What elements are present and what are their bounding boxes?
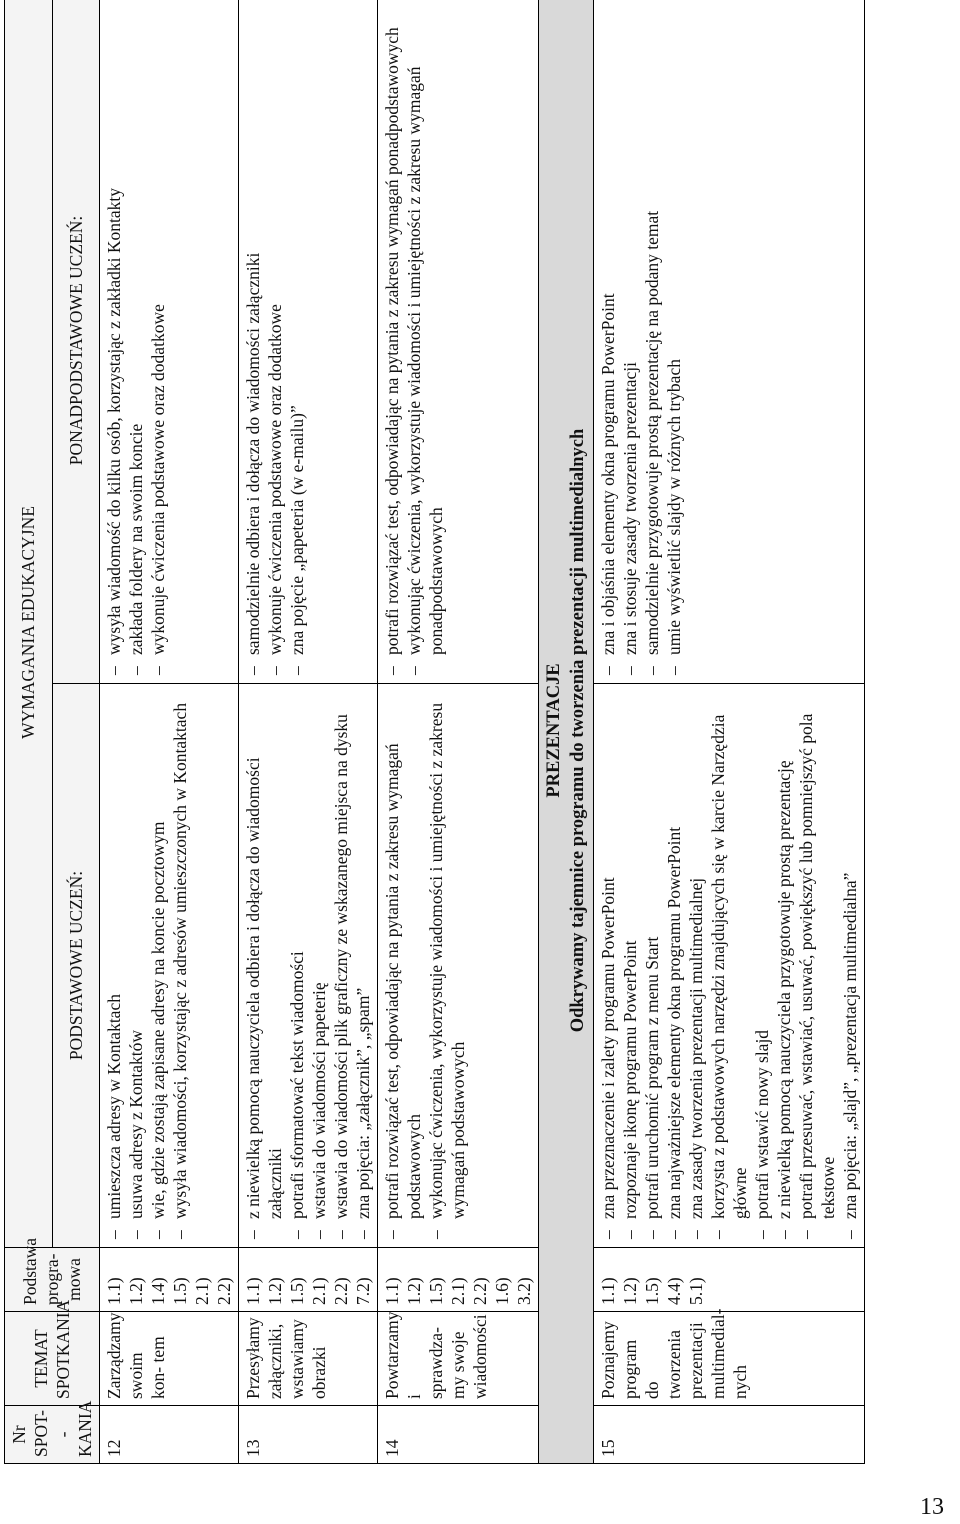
section-subtitle: Odkrywamy tajemnice programu do tworzenia prezentacji multimedialnych [568,428,588,1033]
program-ref: 1.5) [426,1277,446,1305]
program-ref: 1.2) [126,1277,146,1305]
program-ref: 2.2) [470,1277,490,1305]
program-ref: 1.6) [492,1277,512,1305]
cell-program [100,1248,239,1312]
requirement-item: – zna i objaśnia elementy okna programu PowerPoint [597,4,619,677]
program-ref: 1.1) [243,1277,263,1305]
requirement-item: – wie, gdzie zostają zapisane adresy na koncie pocztowym [147,690,169,1241]
program-ref: 1.1) [104,1277,124,1305]
requirement-item: – zna pojęcia: „załącznik”, „spam” [352,690,374,1241]
cell-topic-text: Powtarzamy i sprawdza- my swoje wiadomości [382,1311,490,1399]
table-row [378,0,539,1464]
requirement-list [597,690,861,1241]
cell-nr-text: 14 [382,1439,402,1457]
requirement-item: – wykonuje ćwiczenia podstawowe oraz dodatkowe [264,4,286,677]
requirement-item: – wysyła wiadomości, korzystając z adresów umieszczonych w Kontaktach [169,690,191,1241]
program-ref: 2.2) [214,1277,234,1305]
requirement-item: – zna pojęcia: „slajd”, „prezentacja multimedialna” [839,690,861,1241]
requirement-item: – wykonując ćwiczenia, wykorzystuje wiadomości i umiejętności z zakresu wymagań ponadpodstawowych [403,4,447,677]
requirement-item: – wysyła wiadomość do kilku osób, korzystając z zakładki Kontakty [103,4,125,677]
requirement-item: – potrafi rozwiązać test, odpowiadając na pytania z zakresu wymagań ponadpodstawowych [381,4,403,677]
requirement-item: – potrafi sformatować tekst wiadomości [286,690,308,1241]
requirement-list [103,4,169,677]
requirement-list [597,4,685,677]
program-ref: 2.2) [331,1277,351,1305]
cell-nr-text: 12 [104,1439,124,1457]
table-row [594,0,865,1464]
requirement-item: – usuwa adresy z Kontaktów [125,690,147,1241]
program-ref: 5.1) [686,1277,706,1305]
cell-program [378,1248,539,1312]
requirement-list [242,690,374,1241]
cell-program [594,1248,865,1312]
header-advanced: PONADPODSTAWOWE UCZEŃ: [52,0,100,684]
program-ref: 4.4) [664,1277,684,1305]
requirement-item: – z niewielką pomocą nauczyciela przygotowuje prostą prezentację [773,690,795,1241]
cell-basic [239,684,378,1248]
requirement-list [381,690,469,1241]
cell-nr [100,1406,239,1464]
program-ref: 3.2) [514,1277,534,1305]
header-topic: TEMAT SPOTKANIA [5,1312,100,1406]
cell-program [239,1248,378,1312]
requirement-item: – potrafi rozwiązać test, odpowiadając na pytania z zakresu wymagań podstawowych [381,690,425,1241]
cell-advanced [378,0,539,684]
cell-topic [378,1312,539,1406]
requirement-item: – samodzielnie odbiera i dołącza do wiadomości załączniki [242,4,264,677]
cell-topic [594,1308,865,1406]
program-ref: 2.1) [448,1277,468,1305]
program-ref: 1.5) [287,1277,307,1305]
cell-topic-text: Poznajemy program do tworzenia prezentacji multimedial- nych [598,1308,750,1399]
requirement-item: – zna pojęcie „papeteria (w e-mailu)” [286,4,308,677]
program-ref: 1.2) [404,1277,424,1305]
requirement-list [242,4,308,677]
requirement-item: – korzysta z podstawowych narzędzi znajdujących się w karcie Narzędzia główne [707,690,751,1241]
program-ref: 1.2) [620,1277,640,1305]
requirement-item: – z niewielką pomocą nauczyciela odbiera i dołącza do wiadomości załączniki [242,690,286,1241]
requirement-item: – zna najważniejsze elementy okna programu PowerPoint [663,690,685,1241]
page-number: 13 [920,1494,944,1520]
table-row [239,0,378,1464]
program-ref: 2.1) [192,1277,212,1305]
cell-advanced [594,0,865,684]
cell-nr-text: 13 [243,1439,263,1457]
cell-topic-text: Zarządzamy swoim kon- tem [104,1312,168,1399]
requirement-list [103,690,191,1241]
cell-nr [594,1406,865,1464]
header-requirements: WYMAGANIA EDUKACYJNE [5,0,53,1248]
cell-basic [378,684,539,1248]
section-title: PREZENTACJE [544,663,564,798]
requirement-item: – zna przeznaczenie i zalety programu PowerPoint [597,690,619,1241]
section-row [539,0,594,1464]
requirement-item: – rozpoznaje ikonę programu PowerPoint [619,690,641,1241]
program-ref: 1.5) [642,1277,662,1305]
program-ref: 2.1) [309,1277,329,1305]
cell-nr [239,1406,378,1464]
cell-topic-text: Przesyłamy załączniki, wstawiamy obrazki [243,1317,329,1399]
table-row [100,0,239,1464]
cell-basic [594,684,865,1248]
cell-topic [100,1312,239,1406]
requirement-item: – zakłada foldery na swoim koncie [125,4,147,677]
requirement-item: – potrafi uruchomić program z menu Start [641,690,663,1241]
requirement-item: – potrafi wstawić nowy slajd [751,690,773,1241]
program-ref: 1.1) [598,1277,618,1305]
requirement-item: – samodzielnie przygotowuje prostą prezentację na podany temat [641,4,663,677]
requirement-item: – zna i stosuje zasady tworzenia prezentacji [619,4,641,677]
requirement-item: – wstawia do wiadomości papeterię [308,690,330,1241]
requirement-item: – potrafi przesuwać, wstawiać, usuwać, powiększyć lub pomniejszyć pola tekstowe [795,690,839,1241]
requirement-item: – zna zasady tworzenia prezentacji multimedialnej [685,690,707,1241]
section-heading [539,0,594,1464]
requirement-item: – umieszcza adresy w Kontaktach [103,690,125,1241]
program-ref: 7.2) [353,1277,373,1305]
cell-advanced [100,0,239,684]
requirement-item: – wykonuje ćwiczenia podstawowe oraz dodatkowe [147,4,169,677]
requirements-table [4,0,865,1464]
table-body [100,0,865,1464]
program-ref: 1.5) [170,1277,190,1305]
cell-nr-text: 15 [598,1439,618,1457]
header-basic: PODSTAWOWE UCZEŃ: [52,684,100,1248]
requirement-list [381,4,447,677]
program-ref: 1.4) [148,1277,168,1305]
requirement-item: – wstawia do wiadomości plik graficzny ze wskazanego miejsca na dysku [330,690,352,1241]
header-program: Podstawa progra- mowa [5,1248,100,1312]
program-ref: 1.2) [265,1277,285,1305]
cell-basic [100,684,239,1248]
header-nr: Nr SPOT- -KANIA [5,1406,100,1464]
requirement-item: – wykonując ćwiczenia, wykorzystuje wiadomości i umiejętności z zakresu wymagań podstawowych [425,690,469,1241]
cell-topic [239,1312,378,1406]
cell-nr [378,1406,539,1464]
requirement-item: – umie wyświetlić slajdy w różnych trybach [663,4,685,677]
rotated-page [4,0,956,1464]
program-ref: 1.1) [382,1277,402,1305]
cell-advanced [239,0,378,684]
